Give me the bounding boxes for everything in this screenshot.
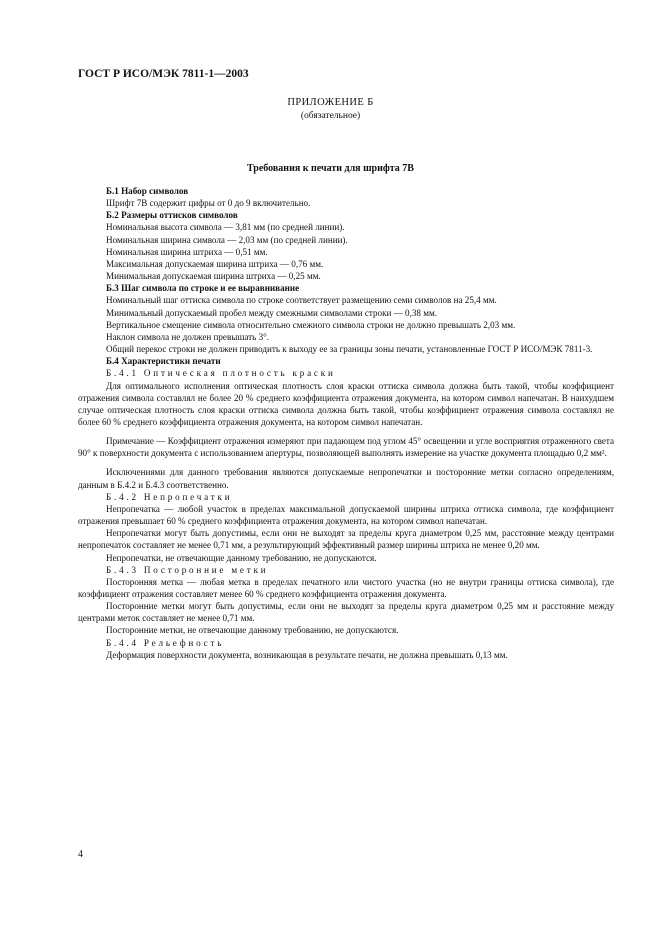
- paragraph: Шрифт 7В содержит цифры от 0 до 9 включительно.: [106, 198, 311, 209]
- paragraph: Номинальная ширина символа — 2,03 мм (по средней линии).: [106, 234, 348, 245]
- paragraph: Непропечатки, не отвечающие данному требованию, не допускаются.: [106, 552, 377, 563]
- paragraph: Непропечатка — любой участок в пределах максимальной допускаемой ширины штриха оттиска символа, где коэффициент отражения превышает 60 % среднего коэффициента отражения документа, на котором символ напечатан.: [78, 503, 614, 527]
- page-number: 4: [78, 849, 83, 860]
- document-body: [78, 185, 614, 661]
- paragraph: Максимальная допускаемая ширина штриха — 0,76 мм.: [106, 258, 324, 269]
- paragraph: Минимальный допускаемый пробел между смежными символами строки — 0,38 мм.: [106, 307, 437, 318]
- appendix-title: ПРИЛОЖЕНИЕ Б: [287, 97, 374, 108]
- subheading-b44: Б.4.4 Рельефность: [106, 637, 225, 648]
- paragraph: Минимальная допускаемая ширина штриха — 0,25 мм.: [106, 271, 321, 282]
- paragraph: Номинальная высота символа — 3,81 мм (по средней линии).: [106, 222, 345, 233]
- paragraph: Для оптимального исполнения оптическая плотность слоя краски оттиска символа должна быть такой, чтобы коэффициент отражения символа составлял не более 20 % среднего коэффициента отражения документа, на котором символ напечатан. В наихудшем случае оптическая плотность слоя краски оттиска символа должна быть такой, чтобы коэффициент отражения символа составлял не более 60 % среднего коэффициента отражения документа, на котором символ напечатан.: [78, 380, 614, 427]
- paragraph: Номинальная ширина штриха — 0,51 мм.: [106, 246, 268, 257]
- subheading-b42: Б.4.2 Непропечатки: [106, 491, 233, 502]
- appendix-subtitle: (обязательное): [300, 111, 361, 121]
- paragraph: Номинальный шаг оттиска символа по строке соответствует размещению семи символов на 25,4 мм.: [106, 295, 497, 306]
- paragraph: Исключениями для данного требования являются допускаемые непропечатки и посторонние метки согласно определениям, данным в Б.4.2 и Б.4.3 соответственно.: [78, 467, 614, 490]
- subheading-b41: Б.4.1 Оптическая плотность краски: [106, 368, 336, 379]
- heading-b4: Б.4 Характеристики печати: [106, 356, 221, 367]
- paragraph: Посторонние метки, не отвечающие данному требованию, не допускаются.: [106, 625, 399, 636]
- section-title: Требования к печати для шрифта 7В: [247, 163, 414, 174]
- paragraph: Деформация поверхности документа, возникающая в результате печати, не должна превышать 0,13 мм.: [106, 649, 508, 660]
- paragraph: Непропечатки могут быть допустимы, если они не выходят за пределы круга диаметром 0,25 мм, расстояние между центрами непропечаток составляет не менее 0,71 мм, а результирующий эффективный размер ширины штриха не менее 0,20 мм.: [78, 528, 614, 551]
- standard-header: ГОСТ Р ИСО/МЭК 7811-1—2003: [78, 68, 249, 80]
- subheading-b43: Б.4.3 Посторонние метки: [106, 564, 269, 575]
- paragraph: Общий перекос строки не должен приводить к выходу ее за границы зоны печати, установленные ГОСТ Р ИСО/МЭК 7811-3.: [106, 344, 593, 355]
- heading-b1: Б.1 Набор символов: [106, 186, 189, 196]
- note-paragraph: Примечание — Коэффициент отражения измеряют при падающем под углом 45° освещении и угле восприятия отраженного света 90° к поверхности документа с использованием апертуры, позволяющей выполнять измерение на участке документа площадью 0,2 мм².: [78, 436, 614, 459]
- paragraph: Посторонняя метка — любая метка в пределах печатного или чистого участка (но не внутри границы оттиска символа), где коэффициент отражения составляет менее 60 % среднего коэффициента отражения документа.: [78, 576, 614, 599]
- heading-b2: Б.2 Размеры оттисков символов: [106, 210, 238, 221]
- paragraph: Вертикальное смещение символа относительно смежного символа строки не должно превышать 2,03 мм.: [106, 319, 516, 330]
- paragraph: Посторонние метки могут быть допустимы, если они не выходят за пределы круга диаметром 0,25 мм и расстояние между центрами меток составляет не менее 0,71 мм.: [78, 601, 614, 624]
- heading-b3: Б.3 Шаг символа по строке и ее выравнивание: [106, 283, 300, 294]
- paragraph: Наклон символа не должен превышать 3°.: [106, 331, 270, 342]
